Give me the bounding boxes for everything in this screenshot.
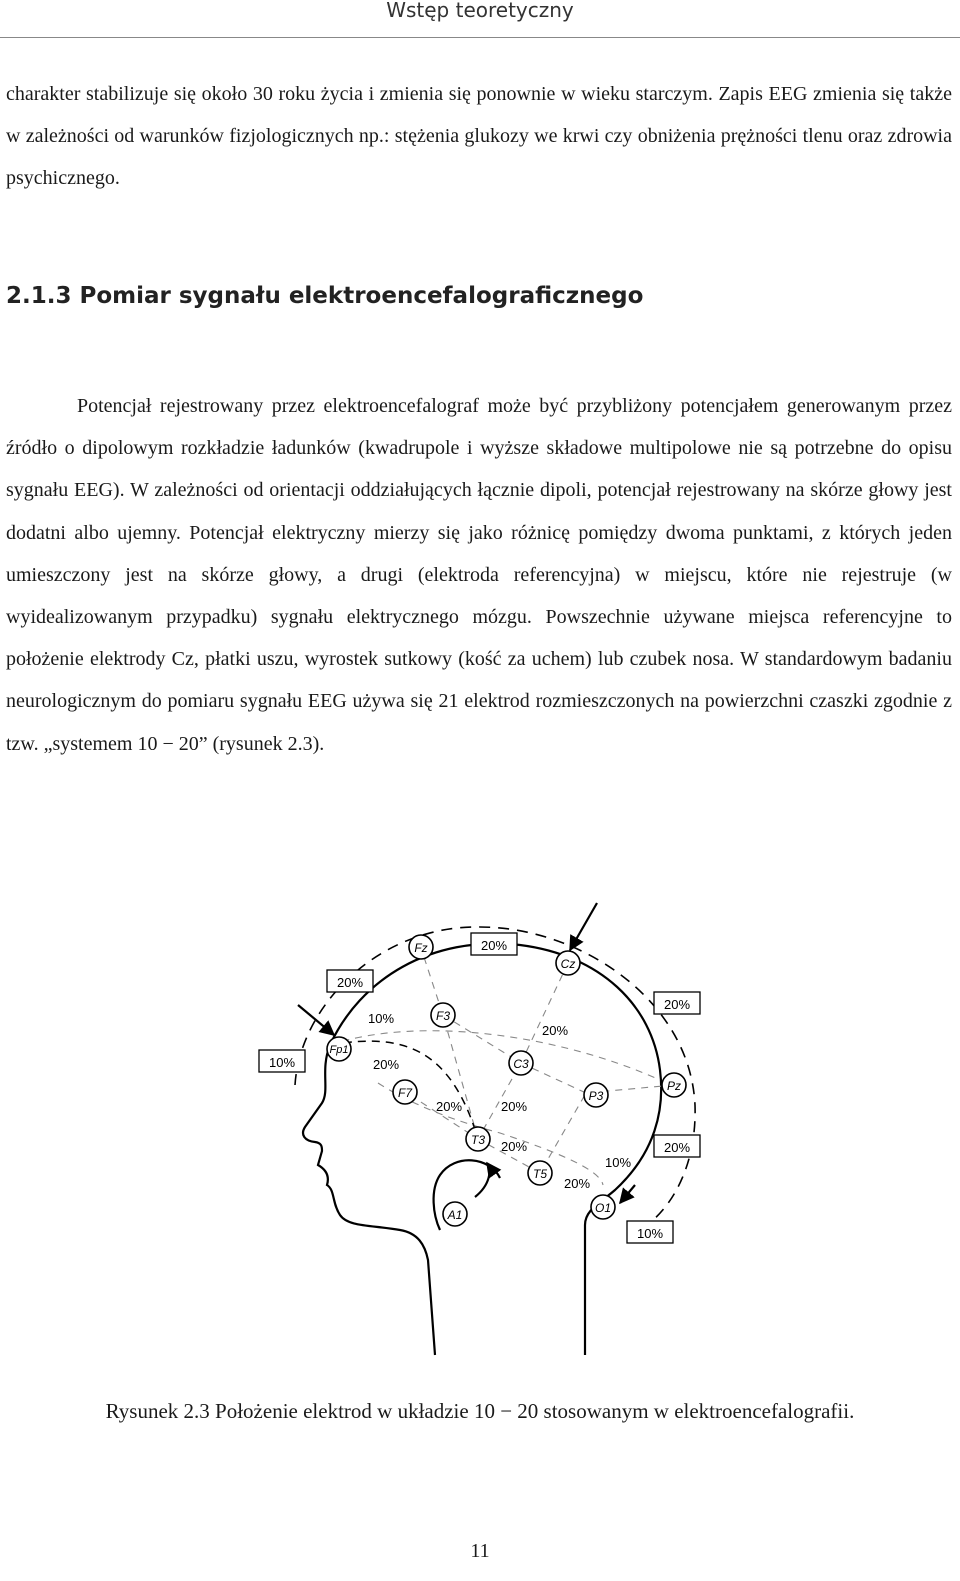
cz-electrode: [556, 951, 580, 975]
t3-electrode: [466, 1127, 490, 1151]
boxed-label-top: [471, 933, 517, 955]
svg-text:F3: F3: [435, 1009, 451, 1023]
svg-text:P3: P3: [588, 1089, 604, 1103]
arrow-to-fp1: [298, 1005, 334, 1035]
boxed-label-back-upper: [654, 992, 700, 1014]
svg-text:C3: C3: [513, 1057, 529, 1071]
figure-caption: Rysunek 2.3 Położenie elektrod w układzie 10 − 20 stosowanym w elektroencefalografii.: [105, 1399, 855, 1423]
eeg-head-diagram: [0, 885, 960, 1375]
t5-electrode: [528, 1161, 552, 1185]
inner-label-below-f7: 20%: [435, 1099, 463, 1114]
fp1-electrode: [327, 1037, 351, 1061]
paragraph-continuation: charakter stabilizuje się około 30 roku życia i zmienia się ponownie w wieku starczym. Zapis EEG zmienia się także w zależności od warunków fizjologicznych np.: stężenia glukozy we krwi czy obniżenia prężności tlenu oraz zdrowia psychicznego.: [6, 83, 952, 190]
arrow-to-o1: [620, 1185, 635, 1203]
svg-text:A1: A1: [447, 1208, 463, 1222]
inner-label-right-of-t3: 20%: [500, 1139, 528, 1154]
page-number: 11: [470, 1540, 490, 1562]
c3-electrode: [509, 1051, 533, 1075]
svg-text:Fz: Fz: [414, 941, 428, 955]
a1-electrode: [443, 1202, 467, 1226]
boxed-label-back-lower: [654, 1135, 700, 1157]
boxed-label-front-lower: [259, 1050, 305, 1072]
fz-electrode: [409, 935, 433, 959]
arrow-to-a1: [475, 1163, 489, 1197]
svg-text:20%: 20%: [663, 1140, 691, 1155]
inner-label-below-p3: 10%: [604, 1155, 632, 1170]
f3-electrode: [431, 1003, 455, 1027]
inner-label-near-f3-right: 20%: [541, 1023, 569, 1038]
svg-text:Fp1: Fp1: [329, 1044, 349, 1056]
svg-text:10%: 10%: [636, 1226, 664, 1241]
inner-label-below-t5: 20%: [563, 1176, 591, 1191]
svg-text:20%: 20%: [663, 997, 691, 1012]
paragraph-measurement: Potencjał rejestrowany przez elektroencefalograf może być przybliżony potencjałem generowanym przez źródło o dipolowym rozkładzie ładunków (kwadrupole i wyższe składowe multipolowe nie są potrzebne do opisu sygnału EEG). W zależności od orientacji oddziałujących łącznie dipoli, potencjał rejestrowany na skórze głowy jest dodatni albo ujemny. Potencjał elektryczny mierzy się jako różnicę pomiędzy dwoma punktami, z których jeden umieszczony jest na skórze głowy, a drugi (elektroda referencyjna) w miejscu, które nie rejestruje (w wyidealizowanym przypadku) sygnału elektrycznego mózgu. Powszechnie używane miejsca referencyjne to położenie elektrody Cz, płatki uszu, wyrostek sutkowy (kość za uchem) lub czubek nosa. W standardowym badaniu neurologicznym do pomiaru sygnału EEG używa się 21 elektrod rozmieszczonych na powierzchni czaszki zgodnie z tzw. „systemem 10 − 20” (rysunek 2.3).: [6, 395, 952, 755]
svg-text:Cz: Cz: [560, 957, 576, 971]
running-head: Wstęp teoretyczny: [386, 0, 574, 22]
inner-label-near-f3-left: 10%: [367, 1011, 395, 1026]
boxed-label-front-upper: [327, 970, 373, 992]
header-rule: [0, 37, 960, 38]
pz-electrode: [662, 1073, 686, 1097]
svg-text:F7: F7: [397, 1086, 413, 1100]
svg-text:O1: O1: [594, 1201, 612, 1215]
svg-text:Pz: Pz: [666, 1079, 682, 1093]
svg-text:10%: 10%: [268, 1055, 296, 1070]
svg-text:20%: 20%: [336, 975, 364, 990]
o1-electrode: [591, 1195, 615, 1219]
boxed-label-bottom-back: [627, 1221, 673, 1243]
arrow-to-cz: [570, 903, 597, 950]
inner-label-below-c3: 20%: [500, 1099, 528, 1114]
p3-electrode: [584, 1083, 608, 1107]
svg-text:20%: 20%: [480, 938, 508, 953]
figure-10-20-system: [0, 885, 960, 1375]
inner-label-near-fp1: 20%: [372, 1057, 400, 1072]
section-heading: 2.1.3 Pomiar sygnału elektroencefalograficznego: [6, 283, 644, 309]
svg-text:T3: T3: [470, 1133, 486, 1147]
svg-text:T5: T5: [532, 1167, 548, 1181]
f7-electrode: [393, 1080, 417, 1104]
